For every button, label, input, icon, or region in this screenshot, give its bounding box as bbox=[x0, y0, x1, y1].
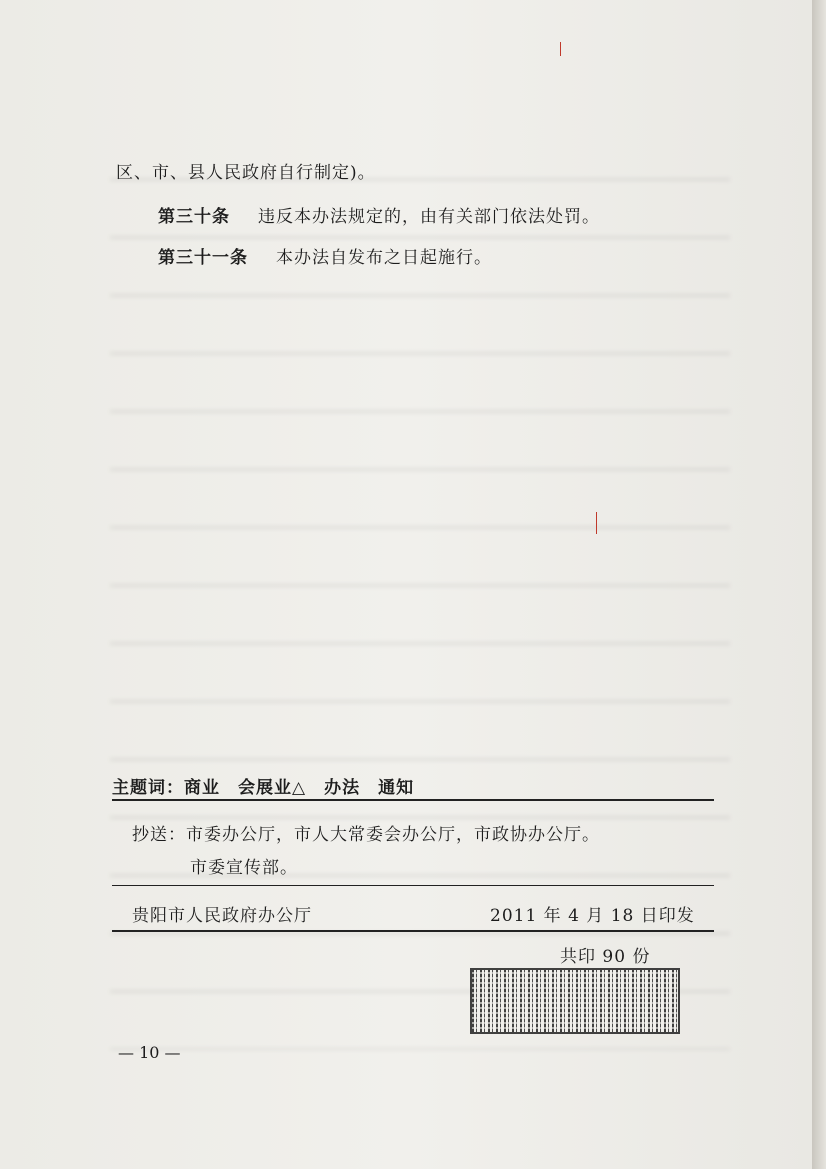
divider bbox=[112, 799, 714, 801]
red-mark bbox=[560, 42, 561, 56]
subject-terms: 商业 会展业△ 办法 通知 bbox=[184, 778, 415, 798]
print-count: 共印 90 份 bbox=[560, 947, 651, 967]
article-31-number: 第三十一条 bbox=[158, 248, 248, 268]
scan-edge bbox=[812, 0, 826, 1169]
cc-line-1 bbox=[132, 820, 600, 845]
article-30-number: 第三十条 bbox=[158, 207, 230, 227]
issue-date: 2011 年 4 月 18 日印发 bbox=[490, 906, 695, 926]
subject-label: 主题词： bbox=[112, 778, 184, 798]
divider bbox=[112, 885, 714, 886]
page-number: — 10 — bbox=[118, 1043, 181, 1062]
divider bbox=[112, 930, 714, 932]
issuer: 贵阳市人民政府办公厅 bbox=[132, 906, 312, 926]
barcode bbox=[470, 968, 680, 1034]
cc-line-2: 市委宣传部。 bbox=[190, 858, 298, 878]
article-30-text: 违反本办法规定的，由有关部门依法处罚。 bbox=[258, 207, 600, 227]
red-mark bbox=[596, 512, 597, 534]
article-31 bbox=[158, 243, 492, 268]
cc-recipients: 市委办公厅，市人大常委会办公厅，市政协办公厅。 bbox=[186, 825, 600, 845]
article-31-text: 本办法自发布之日起施行。 bbox=[276, 248, 492, 268]
subject-keywords bbox=[112, 773, 414, 798]
body-line: 区、市、县人民政府自行制定)。 bbox=[116, 163, 376, 183]
article-30 bbox=[158, 202, 600, 227]
cc-label: 抄送： bbox=[132, 825, 186, 845]
